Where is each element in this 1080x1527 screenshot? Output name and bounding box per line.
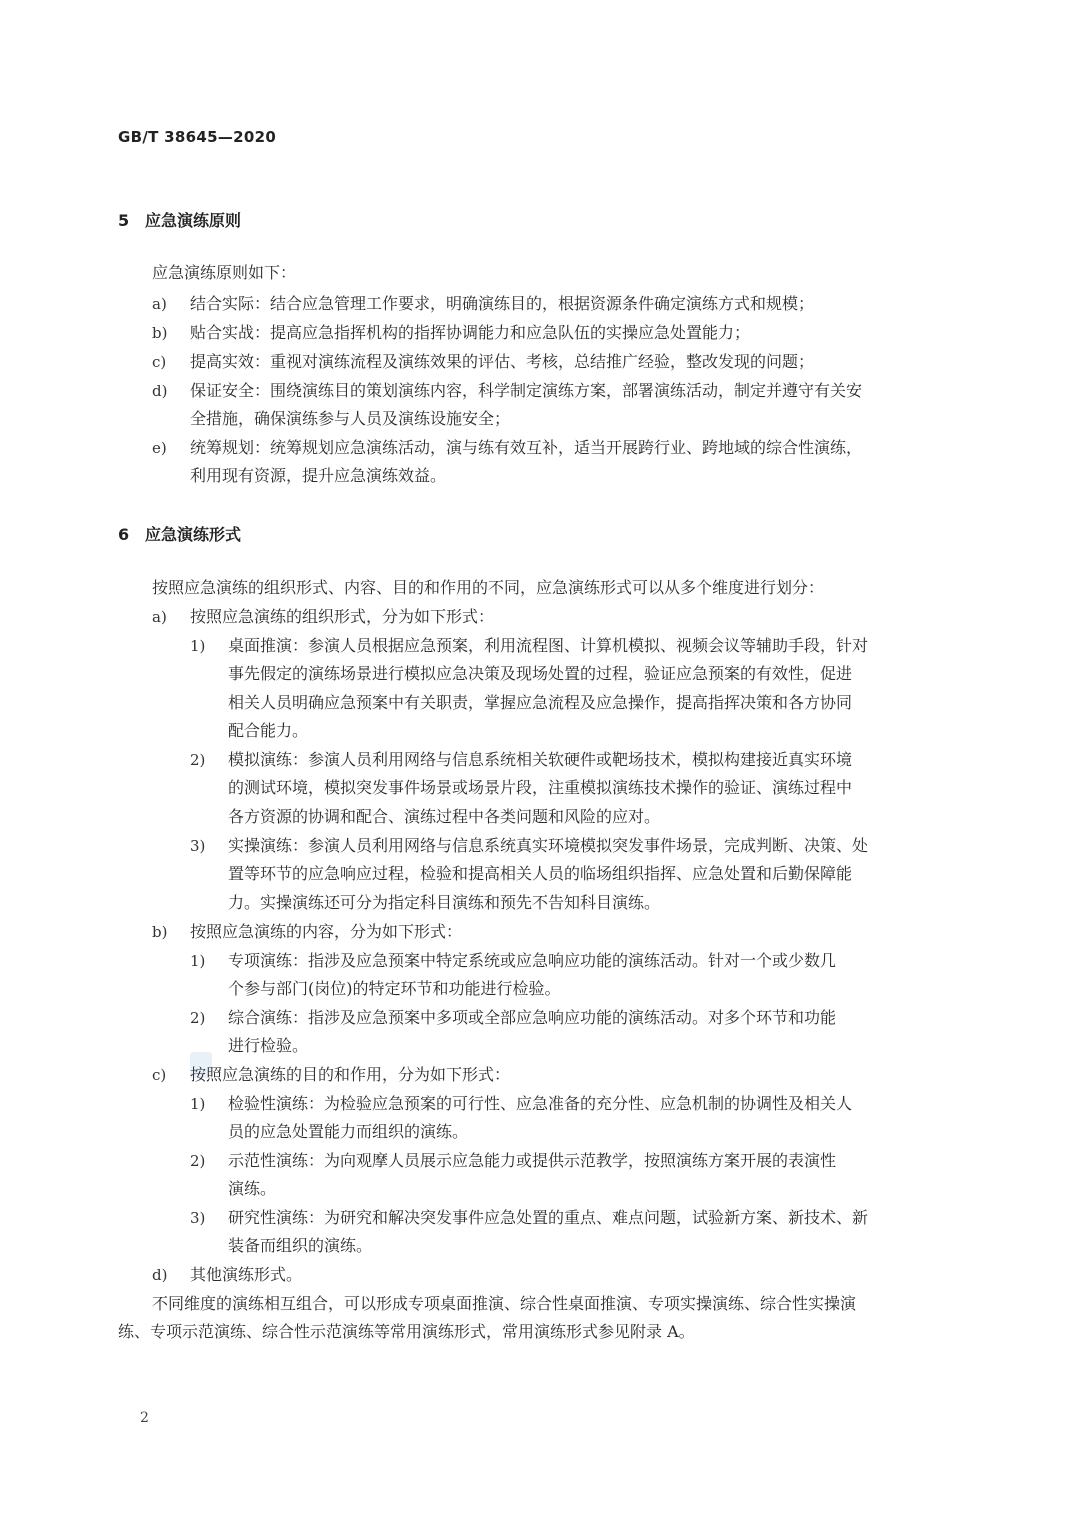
sub-item-line: 各方资源的协调和配合、演练过程中各类问题和风险的应对。 bbox=[228, 807, 661, 826]
sub-list-marker: 2) bbox=[190, 1152, 206, 1170]
list-item-line: 统筹规划：统筹规划应急演练活动，演与练有效互补，适当开展跨行业、跨地域的综合性演练， bbox=[190, 438, 863, 457]
standard-number-header: GB/T 38645—2020 bbox=[118, 128, 277, 146]
list-marker: b) bbox=[152, 923, 168, 941]
sub-item-line: 综合演练：指涉及应急预案中多项或全部应急响应功能的演练活动。对多个环节和功能 bbox=[228, 1008, 837, 1027]
list-item-line: 利用现有资源，提升应急演练效益。 bbox=[190, 466, 447, 485]
list-item-line: 按照应急演练的目的和作用，分为如下形式： bbox=[190, 1065, 511, 1084]
page-number: 2 bbox=[140, 1410, 149, 1426]
sub-list-marker: 2) bbox=[190, 1009, 206, 1027]
sub-list-marker: 3) bbox=[190, 1209, 206, 1227]
list-item-line: 其他演练形式。 bbox=[190, 1265, 303, 1284]
sub-item-line: 实操演练：参演人员利用网络与信息系统真实环境模拟突发事件场景，完成判断、决策、处 bbox=[228, 836, 869, 855]
sub-item-line: 专项演练：指涉及应急预案中特定系统或应急响应功能的演练活动。针对一个或少数几 bbox=[228, 951, 837, 970]
sub-item-line: 个参与部门(岗位)的特定环节和功能进行检验。 bbox=[228, 979, 561, 998]
sub-list-marker: 3) bbox=[190, 837, 206, 855]
list-marker: b) bbox=[152, 324, 168, 342]
sub-item-line: 装备而组织的演练。 bbox=[228, 1236, 373, 1255]
sub-item-line: 力。实操演练还可分为指定科目演练和预先不告知科目演练。 bbox=[228, 893, 661, 912]
sub-item-line: 桌面推演：参演人员根据应急预案，利用流程图、计算机模拟、视频会议等辅助手段，针对 bbox=[228, 636, 869, 655]
list-item-line: 提高实效：重视对演练流程及演练效果的评估、考核，总结推广经验，整改发现的问题； bbox=[190, 352, 815, 371]
list-item-line: 全措施，确保演练参与人员及演练设施安全； bbox=[190, 409, 511, 428]
list-marker: a) bbox=[152, 608, 167, 626]
list-marker: e) bbox=[152, 439, 167, 457]
sub-item-line: 演练。 bbox=[228, 1179, 277, 1198]
list-marker: d) bbox=[152, 1266, 168, 1284]
sub-item-line: 事先假定的演练场景进行模拟应急决策及现场处置的过程，验证应急预案的有效性，促进 bbox=[228, 664, 853, 683]
sub-item-line: 配合能力。 bbox=[228, 721, 309, 740]
closing-paragraph-line: 练、专项示范演练、综合性示范演练等常用演练形式，常用演练形式参见附录 A。 bbox=[118, 1322, 695, 1341]
list-item-line: 结合实际：结合应急管理工作要求，明确演练目的，根据资源条件确定演练方式和规模； bbox=[190, 294, 815, 313]
sub-item-line: 示范性演练：为向观摩人员展示应急能力或提供示范教学，按照演练方案开展的表演性 bbox=[228, 1151, 837, 1170]
sub-item-line: 的测试环境，模拟突发事件场景或场景片段，注重模拟演练技术操作的验证、演练过程中 bbox=[228, 778, 853, 797]
sub-list-marker: 1) bbox=[190, 952, 206, 970]
list-marker: c) bbox=[152, 1066, 167, 1084]
list-marker: c) bbox=[152, 353, 167, 371]
list-item-line: 贴合实战：提高应急指挥机构的指挥协调能力和应急队伍的实操应急处置能力； bbox=[190, 323, 751, 342]
section-title: 应急演练形式 bbox=[145, 525, 242, 544]
sub-list-marker: 2) bbox=[190, 751, 206, 769]
closing-paragraph-line: 不同维度的演练相互组合，可以形成专项桌面推演、综合性桌面推演、专项实操演练、综合性实操演 bbox=[152, 1294, 857, 1313]
list-item-line: 保证安全：围绕演练目的策划演练内容，科学制定演练方案，部署演练活动，制定并遵守有关安 bbox=[190, 381, 863, 400]
section-number: 5 bbox=[118, 211, 130, 230]
list-marker: d) bbox=[152, 382, 168, 400]
paragraph: 按照应急演练的组织形式、内容、目的和作用的不同，应急演练形式可以从多个维度进行划分： bbox=[152, 578, 825, 597]
sub-item-line: 进行检验。 bbox=[228, 1036, 309, 1055]
sub-item-line: 检验性演练：为检验应急预案的可行性、应急准备的充分性、应急机制的协调性及相关人 bbox=[228, 1094, 853, 1113]
sub-item-line: 研究性演练：为研究和解决突发事件应急处置的重点、难点问题，试验新方案、新技术、新 bbox=[228, 1208, 869, 1227]
paragraph: 应急演练原则如下： bbox=[152, 263, 297, 282]
list-item-line: 按照应急演练的组织形式，分为如下形式： bbox=[190, 607, 495, 626]
section-6-heading bbox=[118, 522, 241, 545]
list-item-line: 按照应急演练的内容，分为如下形式： bbox=[190, 922, 463, 941]
section-title: 应急演练原则 bbox=[145, 211, 242, 230]
sub-list-marker: 1) bbox=[190, 1095, 206, 1113]
sub-item-line: 置等环节的应急响应过程，检验和提高相关人员的临场组织指挥、应急处置和后勤保障能 bbox=[228, 864, 853, 883]
sub-item-line: 模拟演练：参演人员利用网络与信息系统相关软硬件或靶场技术，模拟构建接近真实环境 bbox=[228, 750, 853, 769]
sub-item-line: 相关人员明确应急预案中有关职责，掌握应急流程及应急操作，提高指挥决策和各方协同 bbox=[228, 693, 853, 712]
sub-list-marker: 1) bbox=[190, 637, 206, 655]
section-5-heading bbox=[118, 208, 241, 231]
sub-item-line: 员的应急处置能力而组织的演练。 bbox=[228, 1122, 469, 1141]
list-marker: a) bbox=[152, 295, 167, 313]
section-number: 6 bbox=[118, 525, 130, 544]
